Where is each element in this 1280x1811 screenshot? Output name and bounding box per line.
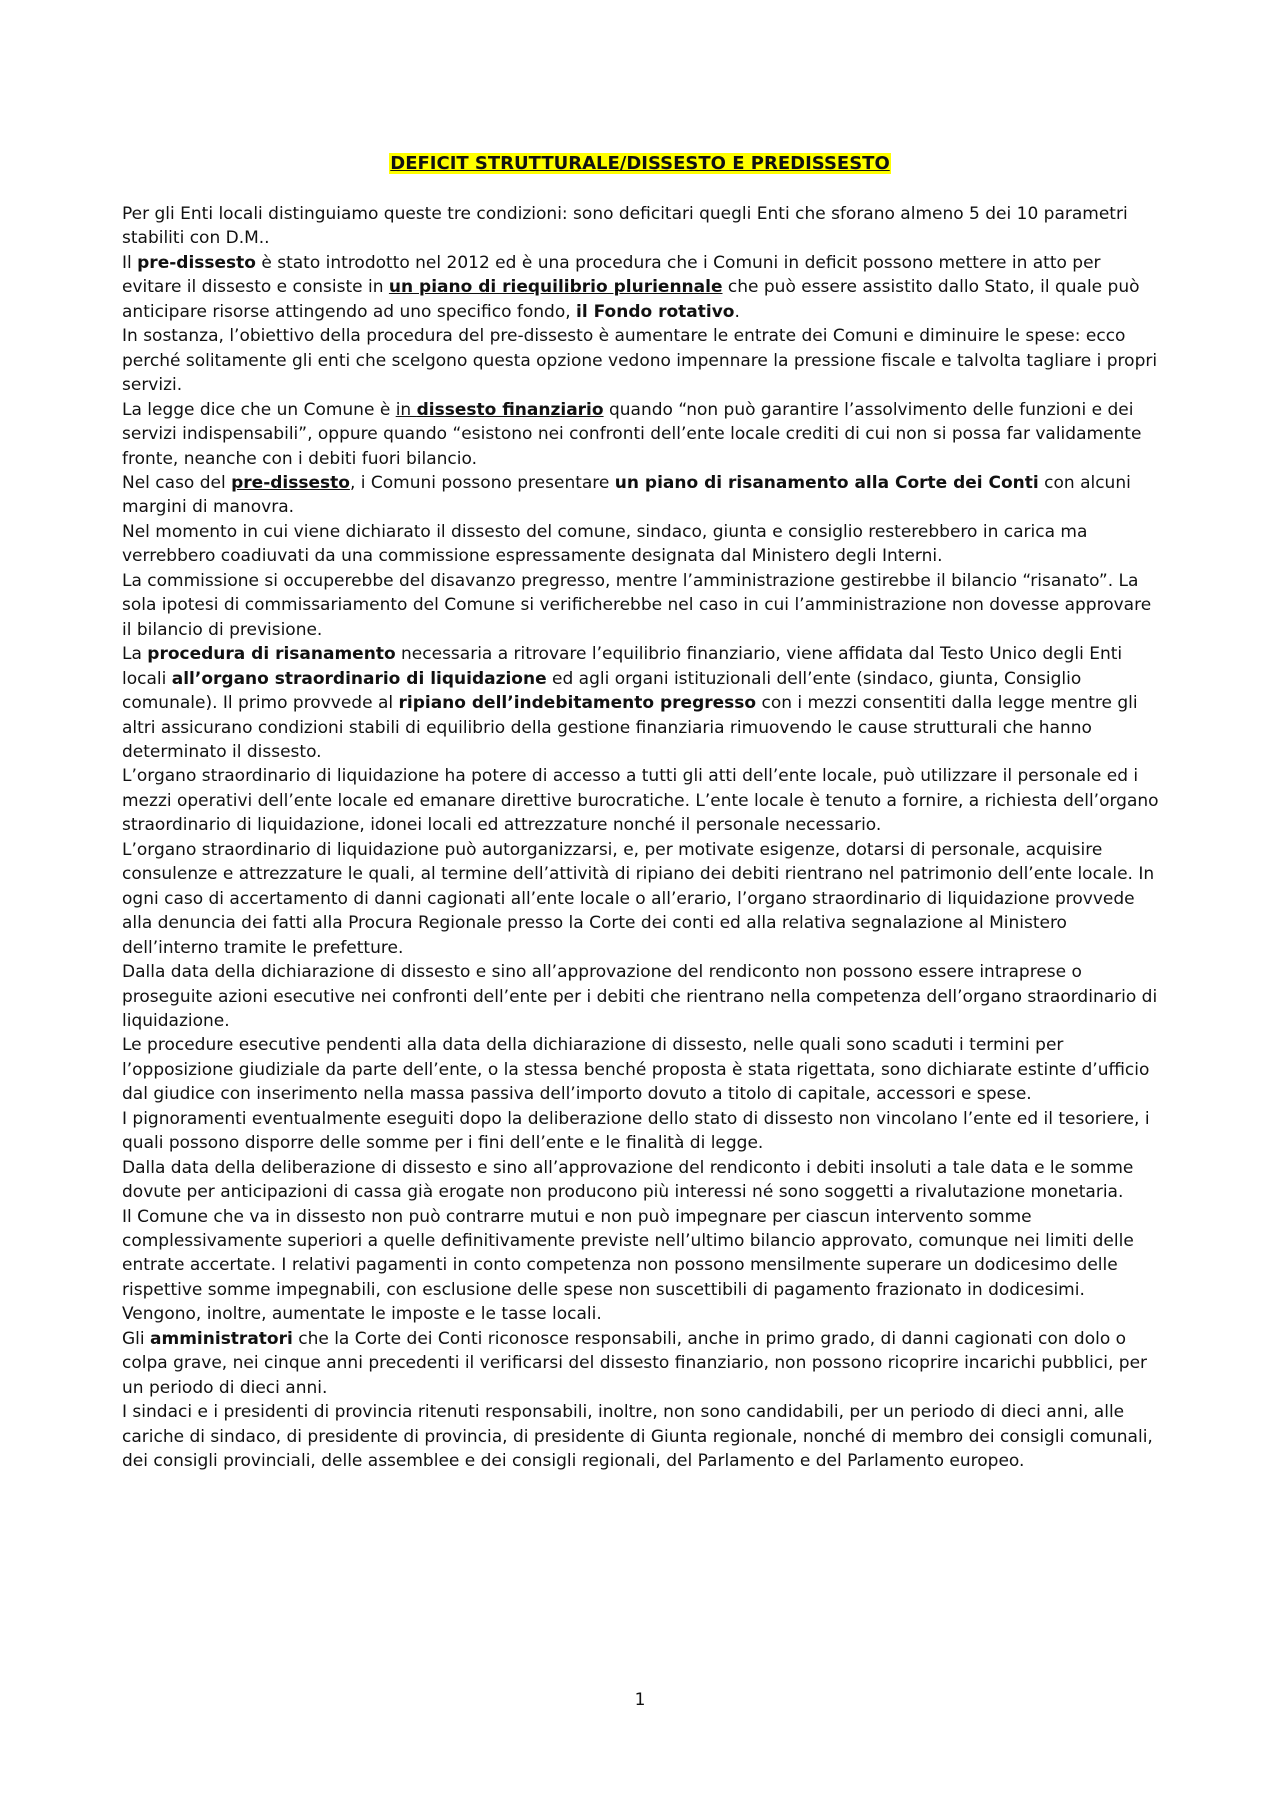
document-body <box>122 202 1162 1474</box>
text-run: con i mezzi consentiti dalla legge mentre gli altri assicurano condizioni stabili di equilibrio della gestione finanziaria rimuovendo le cause strutturali che hanno determinato il dissesto. <box>122 693 1138 762</box>
text-run: Nel caso del <box>122 472 232 493</box>
paragraph <box>122 1400 1162 1473</box>
bold-text: il Fondo rotativo <box>576 301 735 322</box>
paragraph <box>122 1302 1162 1326</box>
paragraph <box>122 324 1162 397</box>
text-run: necessaria a ritrovare l’equilibrio finanziario, viene affidata dal Testo Unico degli Enti locali <box>122 644 1123 689</box>
text-run: che può essere assistito dallo Stato, il quale può anticipare risorse attingendo ad uno specifico fondo, <box>122 277 1140 322</box>
text-run: L’organo straordinario di liquidazione può autorganizzarsi, e, per motivate esigenze, dotarsi di personale, acquisire consulenze e attrezzature le quali, al termine dell’attività di ripiano dei debiti rientrano nel patrimonio dell’ente locale. In ogni caso di accertamento di danni cagionati all’ente locale o all’erario, l’organo straordinario di liquidazione provvede alla denuncia dei fatti alla Procura Regionale presso la Corte dei conti ed alla relativa segnalazione al Ministero dell’interno tramite le prefetture. <box>122 839 1155 958</box>
bold-text: pre-dissesto <box>137 252 256 273</box>
paragraph <box>122 960 1162 1033</box>
page-number: 1 <box>634 1690 646 1710</box>
text-run: ed agli organi istituzionali dell’ente (sindaco, giunta, Consiglio comunale). Il primo provvede al <box>122 668 1082 714</box>
paragraph <box>122 1033 1162 1106</box>
bold-text: ripiano dell’indebitamento pregresso <box>398 693 757 714</box>
text-run: in <box>395 399 417 420</box>
paragraph <box>122 398 1162 471</box>
text-run: Il <box>122 252 138 273</box>
paragraph <box>122 471 1162 520</box>
document-title: DEFICIT STRUTTURALE/DISSESTO E PREDISSESTO <box>390 153 890 174</box>
paragraph <box>122 764 1162 837</box>
text-run: I pignoramenti eventualmente eseguiti dopo la deliberazione dello stato di dissesto non vincolano l’ente ed il tesoriere, i quali possono disporre delle somme per i fini dell’ente e le finalità di legge. <box>122 1108 1150 1154</box>
paragraph <box>122 1327 1162 1400</box>
text-run: La <box>122 644 148 665</box>
text-run: Il Comune che va in dissesto non può contrarre mutui e non può impegnare per ciascun intervento somme complessivamente superiori a quelle definitivamente previste nell’ultimo bilancio approvato, comunque nei limiti delle entrate accertate. I relativi pagamenti in conto competenza non possono mensilmente superare un dodicesimo delle rispettive somme impegnabili, con esclusione delle spese non suscettibili di pagamento frazionato in dodicesimi. <box>122 1206 1134 1300</box>
text-run: quando “non può garantire l’assolvimento delle funzioni e dei servizi indispensabili”, oppure quando “esistono nei confronti dell’ente locale crediti di cui non si possa far validamente fronte, neanche con i debiti fuori bilancio. <box>122 399 1142 469</box>
text-run: Gli <box>122 1328 151 1349</box>
text-run: Dalla data della dichiarazione di dissesto e sino all’approvazione del rendiconto non possono essere intraprese o proseguite azioni esecutive nei confronti dell’ente per i debiti che rientrano nella competenza dell’organo straordinario di liquidazione. <box>122 962 1158 1031</box>
document-title-block <box>0 152 1280 176</box>
paragraph <box>122 202 1162 251</box>
bold-text: un piano di risanamento alla Corte dei Conti <box>614 472 1039 493</box>
text-run: Nel momento in cui viene dichiarato il dissesto del comune, sindaco, giunta e consiglio resterebbero in carica ma verrebbero coadiuvati da una commissione espressamente designata dal Ministero degli Interni. <box>122 521 1088 567</box>
text-run: Dalla data della deliberazione di dissesto e sino all’approvazione del rendiconto i debiti insoluti a tale data e le somme dovute per anticipazioni di cassa già erogate non producono più interessi né sono soggetti a rivalutazione monetaria. <box>122 1157 1134 1203</box>
bold-text: amministratori <box>150 1328 293 1349</box>
paragraph <box>122 1156 1162 1205</box>
paragraph <box>122 251 1162 324</box>
text-run: L’organo straordinario di liquidazione ha potere di accesso a tutti gli atti dell’ente locale, può utilizzare il personale ed i mezzi operativi dell’ente locale ed emanare direttive burocratiche. L’ente locale è tenuto a fornire, a richiesta dell’organo straordinario di liquidazione, idonei locali ed attrezzature nonché il personale necessario. <box>122 766 1159 836</box>
text-run: è stato introdotto nel 2012 ed è una procedura che i Comuni in deficit possono mettere in atto per evitare il dissesto e consiste in <box>122 252 1101 298</box>
text-run: La commissione si occuperebbe del disavanzo pregresso, mentre l’amministrazione gestirebbe il bilancio “risanato”. La sola ipotesi di commissariamento del Comune si verificherebbe nel caso in cui l’amministrazione non dovesse approvare il bilancio di previsione. <box>122 570 1152 640</box>
text-run: Le procedure esecutive pendenti alla data della dichiarazione di dissesto, nelle quali sono scaduti i termini per l’opposizione giudiziale da parte dell’ente, o la stessa benché proposta è stata rigettata, sono dichiarate estinte d’ufficio dal giudice con inserimento nella massa passiva dell’importo dovuto a titolo di capitale, accessori e spese. <box>122 1035 1150 1105</box>
text-run: . <box>734 301 740 322</box>
paragraph <box>122 1205 1162 1303</box>
bold-text: pre-dissesto <box>231 472 350 493</box>
text-run: Vengono, inoltre, aumentate le imposte e le tasse locali. <box>122 1304 602 1325</box>
paragraph <box>122 520 1162 569</box>
text-run: , i Comuni possono presentare <box>349 472 615 493</box>
text-run: che la Corte dei Conti riconosce responsabili, anche in primo grado, di danni cagionati con dolo o colpa grave, nei cinque anni precedenti il verificarsi del dissesto finanziario, non possono ricoprire incarichi pubblici, per un periodo di dieci anni. <box>122 1328 1148 1398</box>
paragraph <box>122 642 1162 764</box>
bold-text: un piano di riequilibrio pluriennale <box>388 277 723 298</box>
bold-text: dissesto finanziario <box>416 399 604 420</box>
paragraph <box>122 838 1162 960</box>
bold-text: procedura di risanamento <box>147 644 396 665</box>
text-run: I sindaci e i presidenti di provincia ritenuti responsabili, inoltre, non sono candidabili, per un periodo di dieci anni, alle cariche di sindaco, di presidente di provincia, di presidente di Giunta regionale, nonché di membro dei consigli comunali, dei consigli provinciali, delle assemblee e dei consigli regionali, del Parlamento e del Parlamento europeo. <box>122 1402 1153 1472</box>
text-run: con alcuni margini di manovra. <box>122 472 1131 518</box>
text-run: In sostanza, l’obiettivo della procedura del pre-dissesto è aumentare le entrate dei Comuni e diminuire le spese: ecco perché solitamente gli enti che scelgono questa opzione vedono impennare la pressione fiscale e talvolta tagliare i propri servizi. <box>122 326 1158 396</box>
paragraph <box>122 569 1162 642</box>
paragraph <box>122 1107 1162 1156</box>
text-run: La legge dice che un Comune è <box>122 399 396 420</box>
bold-text: all’organo straordinario di liquidazione <box>171 668 547 689</box>
text-run: Per gli Enti locali distinguiamo queste tre condizioni: sono deficitari quegli Enti che sforano almeno 5 dei 10 parametri stabiliti con D.M.. <box>122 204 1128 249</box>
